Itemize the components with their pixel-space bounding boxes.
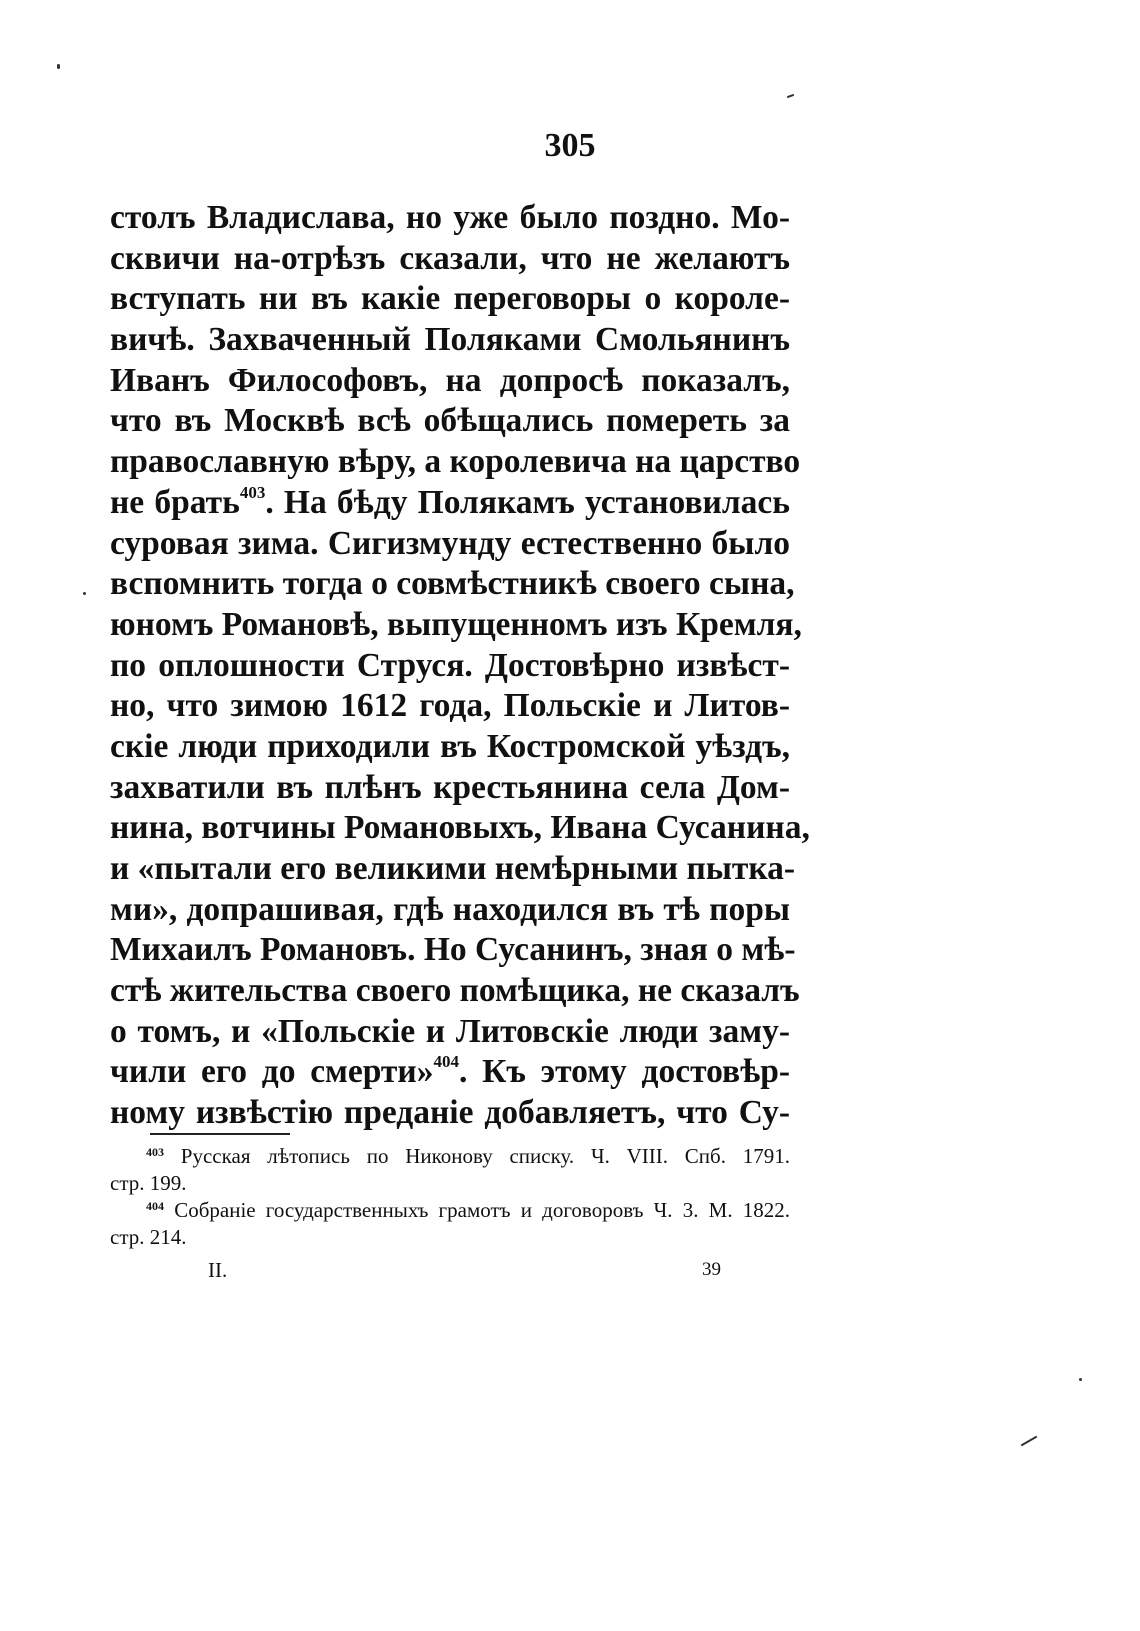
text-line: скіе люди приходили въ Костромской уѣздъ, [110,727,790,765]
text-line: суровая зима. Сигизмунду естественно было [110,524,790,562]
text-line: вступать ни въ какіе переговоры о короле- [110,280,790,318]
text-line: Михаилъ Романовъ. Но Сусанинъ, зная о мѣ- [110,931,796,969]
text-line: вичѣ. Захваченный Поляками Смольянинъ [110,321,790,359]
footnote-text: Русская лѣтопись по Никонову списку. Ч. VIII. Спб. 1791. [180,1144,791,1168]
footnote-number: 403 [146,1145,164,1159]
footnote-divider [150,1133,290,1135]
text-line: вспомнить тогда о совмѣстникѣ своего сына, [110,565,795,603]
text-line: по оплошности Струся. Достовѣрно извѣст- [110,646,790,684]
footnote-403 [110,1143,790,1170]
text-line-with-footnote-ref [110,1052,790,1093]
text-line: столъ Владислава, но уже было поздно. Мо- [110,199,790,236]
text-line: ми», допрашивая, гдѣ находился въ тѣ поры [110,890,790,928]
scan-speck [1021,1436,1038,1447]
scan-speck [787,94,794,98]
text-fragment: не брать [110,483,240,521]
text-line-with-footnote-ref [110,483,790,524]
volume-signature: II. [208,1258,228,1282]
text-line: о томъ, и «Польскіе и Литовскіе люди заму- [110,1012,790,1050]
text-fragment: . Къ этому достовѣр- [458,1053,790,1091]
scan-speck [83,592,86,595]
text-line: Иванъ Философовъ, на допросѣ показалъ, [110,361,790,399]
footnote-continuation: стр. 199. [110,1171,187,1195]
footnotes [110,1143,790,1251]
text-line: что въ Москвѣ всѣ обѣщались померeть за [110,402,790,440]
text-line: юномъ Романовѣ, выпущенномъ изъ Кремля, [110,605,802,643]
footnote-ref-404[interactable]: 404 [433,1052,459,1072]
text-fragment: . На бѣду Полякамъ установилась [265,483,790,521]
footnote-continuation: стр. 214. [110,1225,187,1249]
text-line: православную вѣру, а королевича на царство [110,443,801,481]
page-number: 305 [544,127,596,164]
scan-speck [1079,1378,1082,1381]
text-line: захватили въ плѣнъ крестьянина села Дом- [110,768,790,806]
text-line: стѣ жительства своего помѣщика, не сказалъ [110,972,800,1010]
text-line: ному извѣстію преданіе добавляетъ, что Су- [110,1094,790,1132]
body-text [110,198,810,1134]
footnote-404 [110,1197,790,1224]
text-line: нина, вотчины Романовыхъ, Ивана Сусанина, [110,809,810,847]
text-line: но, что зимою 1612 года, Польскіе и Литов- [110,687,790,725]
text-fragment: чили его до смерти» [110,1053,434,1091]
sheet-signature: 39 [702,1259,721,1280]
footnote-ref-403[interactable]: 403 [239,482,266,502]
text-line: сквичи на-отрѣзъ сказали, что не желаютъ [110,239,790,277]
footnote-number: 404 [146,1199,164,1213]
scan-speck [57,64,60,69]
footnote-text: Собраніе государственныхъ грамотъ и договоровъ Ч. 3. М. 1822. [174,1198,791,1222]
text-line: и «пытали его великими немѣрными пытка- [110,850,796,887]
